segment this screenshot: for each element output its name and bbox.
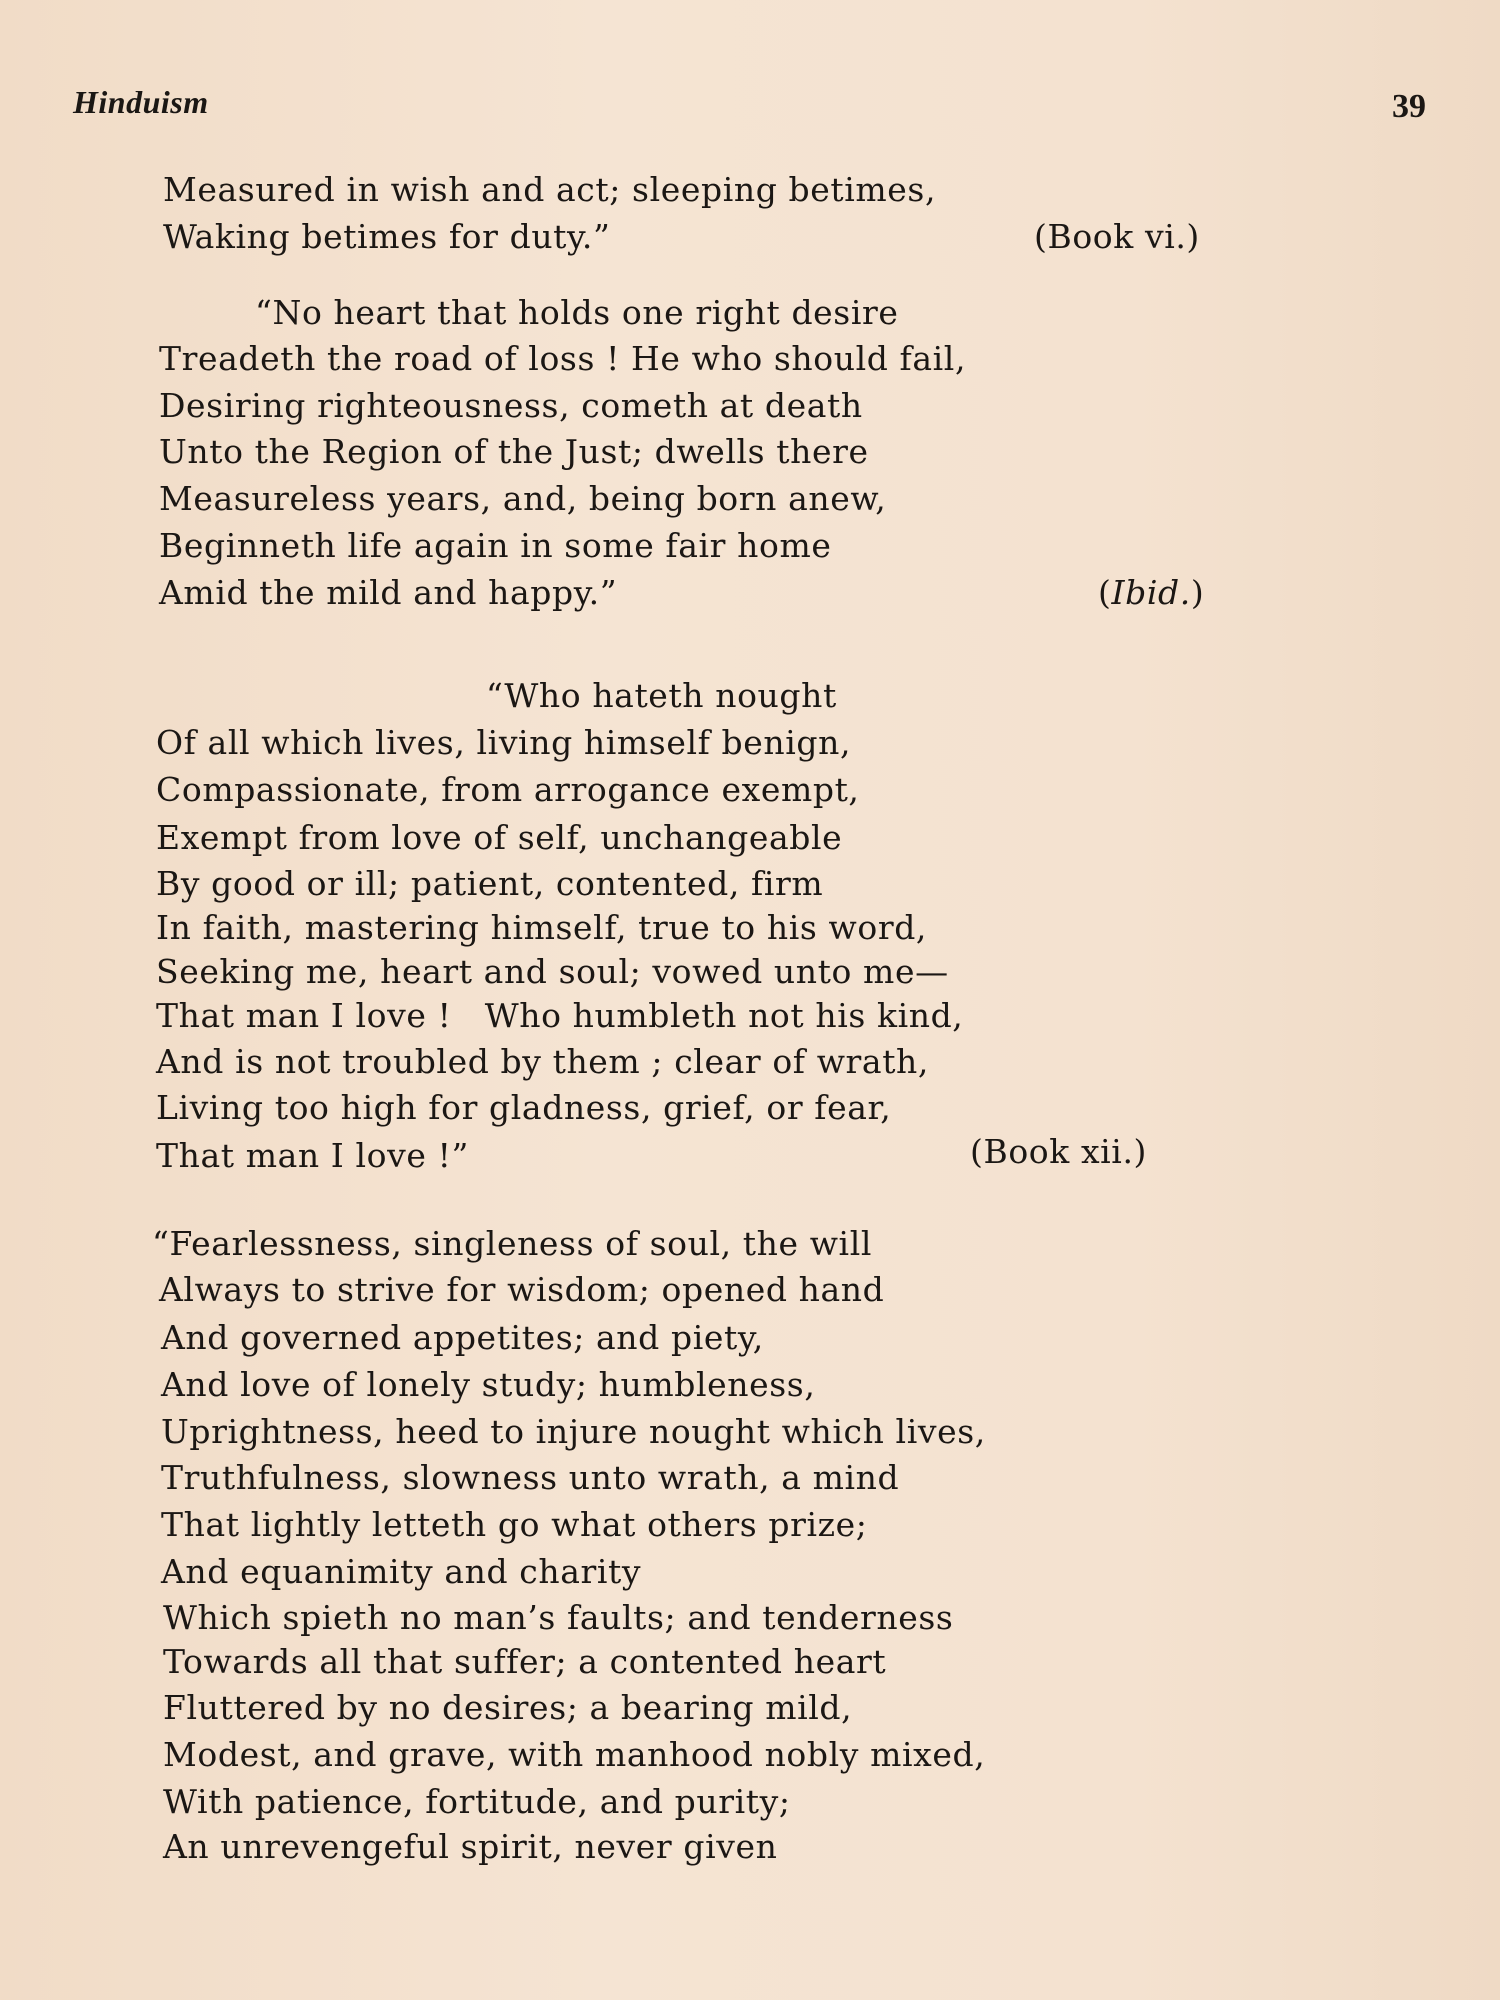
citation-open-paren: ( [1098,573,1112,612]
citation-book-vi: (Book vi.) [1034,217,1200,256]
verse-line: An unrevengeful spirit, never given [163,1827,778,1866]
verse-line: With patience, fortitude, and purity; [163,1782,791,1821]
verse-line: Seeking me, heart and soul; vowed unto me— [156,952,949,991]
running-head-title: Hinduism [73,84,209,120]
verse-line: And love of lonely study; humbleness, [161,1365,816,1404]
verse-line: And governed appetites; and piety, [161,1318,764,1357]
verse-line: “No heart that holds one right desire [255,293,899,332]
verse-line: And is not troubled by them ; clear of wrath, [156,1042,929,1081]
citation-book-xii: (Book xii.) [970,1132,1148,1171]
verse-line: Treadeth the road of loss ! He who should fail, [159,339,967,378]
citation-close-paren: ) [1190,573,1205,612]
verse-line: Uprightness, heed to injure nought which lives, [161,1412,986,1451]
verse-line: Beginneth life again in some fair home [159,526,832,565]
verse-line: “Fearlessness, singleness of soul, the will [152,1224,873,1263]
verse-line: Desiring righteousness, cometh at death [159,386,863,425]
verse-line: In faith, mastering himself, true to his word, [156,908,928,947]
verse-line: That man I love !” [156,1136,469,1175]
citation-ibid [1098,571,1204,615]
verse-line: Towards all that suffer; a contented heart [163,1642,887,1681]
verse-line: Fluttered by no desires; a bearing mild, [163,1688,853,1727]
verse-line: Measureless years, and, being born anew, [159,479,887,518]
verse-line: Modest, and grave, with manhood nobly mixed, [163,1735,986,1774]
verse-line: Of all which lives, living himself benign, [156,723,852,762]
verse-line: That lightly letteth go what others prize; [161,1505,868,1544]
verse-line: Which spieth no man’s faults; and tenderness [163,1598,954,1637]
verse-line: Exempt from love of self, unchangeable [156,818,843,857]
verse-line: Unto the Region of the Just; dwells there [159,432,869,471]
verse-line: Compassionate, from arrogance exempt, [156,770,860,809]
verse-line: “Who hateth nought [486,676,837,715]
verse-line: Living too high for gladness, grief, or fear, [156,1088,892,1127]
page-number: 39 [1392,88,1426,125]
verse-line: Waking betimes for duty.” [163,217,611,256]
verse-line: Amid the mild and happy.” [159,573,618,612]
citation-ibid-text: Ibid. [1111,573,1191,612]
verse-line: Always to strive for wisdom; opened hand [159,1270,885,1309]
verse-line: That man I love ! Who humbleth not his kind, [156,996,964,1035]
verse-line: And equanimity and charity [161,1552,642,1591]
verse-line: By good or ill; patient, contented, firm [156,864,824,903]
verse-line: Truthfulness, slowness unto wrath, a mind [161,1458,900,1497]
verse-line: Measured in wish and act; sleeping betimes, [163,170,937,209]
